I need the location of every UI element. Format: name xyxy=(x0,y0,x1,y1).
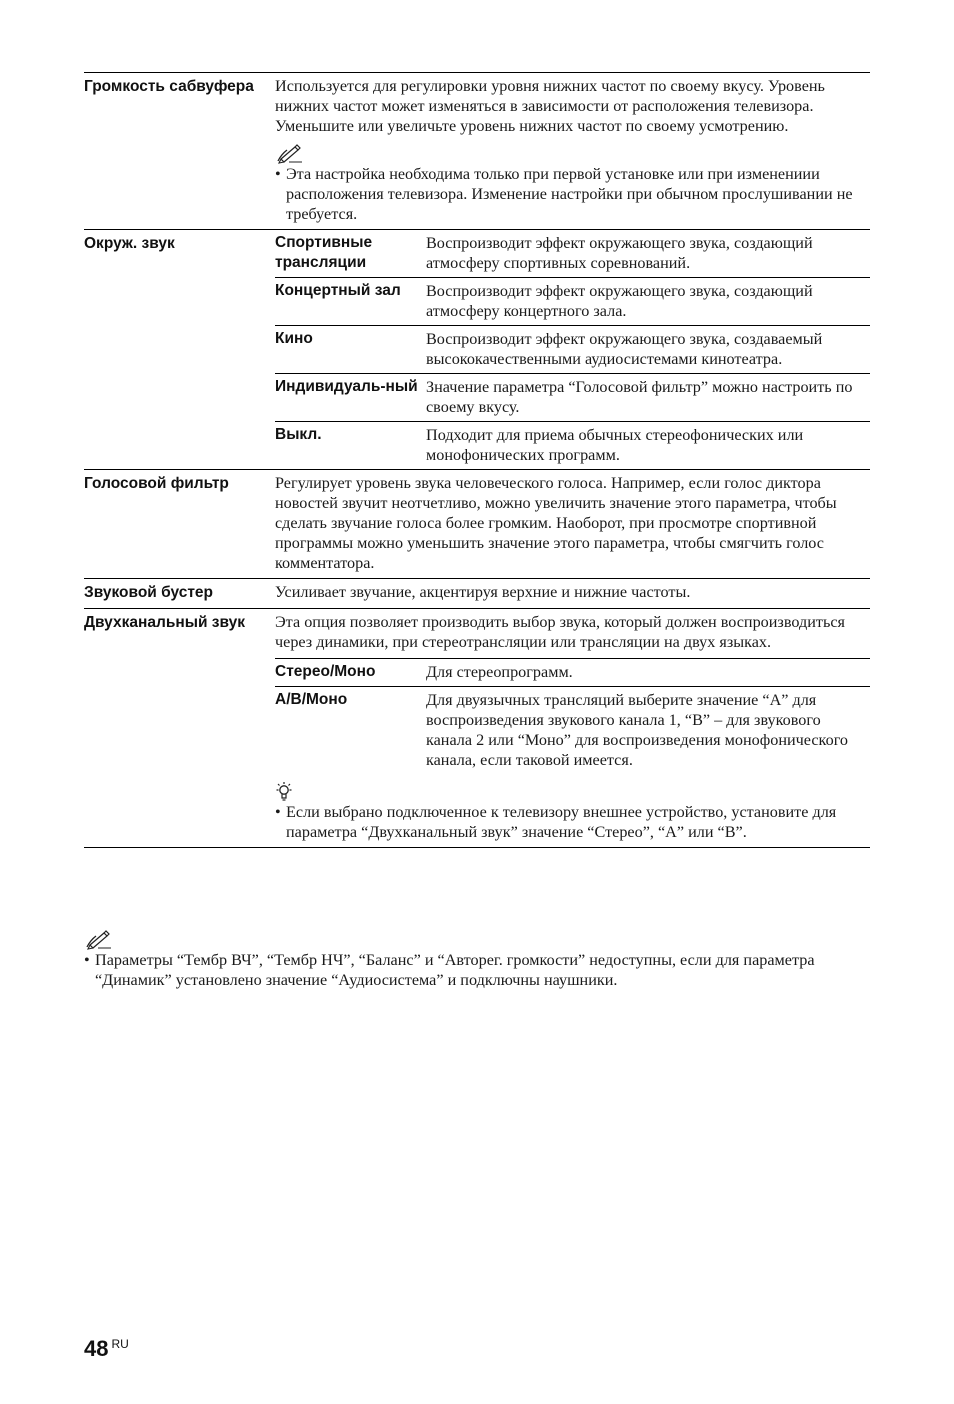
dual-sound-options-table xyxy=(275,659,870,774)
setting-label-sound-booster: Звуковой бустер xyxy=(84,579,275,609)
setting-desc-voice-filter: Регулирует уровень звука человеческого голоса. Например, если голос диктора новостей звучит неотчетливо, можно увеличить значение этого параметра, чтобы сделать звучание голоса более громким. Наоборот, при просмотре спортивной программы можно уменьшить значение этого параметра, чтобы смягчить голос комментатора. xyxy=(275,470,870,579)
page-footnote xyxy=(84,928,870,990)
table-row-subwoofer-volume xyxy=(84,73,870,230)
footnote-text: Параметры “Тембр ВЧ”, “Тембр НЧ”, “Баланс” и “Авторег. громкости” недоступны, если для параметра “Динамик” установлено значение “Аудиосистема” и подключны наушники. xyxy=(95,951,815,989)
table-row-dual-sound xyxy=(84,609,870,848)
dual-sound-option-label: Стерео/Моно xyxy=(275,659,426,687)
subwoofer-note xyxy=(275,142,870,224)
surround-option-label: Спортивные трансляции xyxy=(275,230,426,278)
pencil-note-icon xyxy=(84,928,114,950)
surround-options-table xyxy=(275,230,870,469)
dual-sound-option-label: A/B/Моно xyxy=(275,691,348,708)
surround-option-row xyxy=(275,278,870,326)
settings-table-container xyxy=(84,72,870,848)
dual-sound-option-row xyxy=(275,687,870,775)
footnote-bullet xyxy=(84,950,870,990)
bullet-mark: • xyxy=(275,803,281,821)
pencil-note-icon xyxy=(275,142,305,164)
page-number-value: 48 xyxy=(84,1336,109,1361)
surround-option-row xyxy=(275,230,870,278)
dual-sound-option-row xyxy=(275,659,870,687)
dual-sound-description: Эта опция позволяет производить выбор звука, который должен воспроизводиться через динамики, при стереотрансляции или трансляции на двух языках. xyxy=(275,613,845,651)
dual-sound-option-text: Для стереопрограмм. xyxy=(426,659,870,687)
setting-desc-subwoofer-volume xyxy=(275,73,870,230)
surround-option-text: Воспроизводит эффект окружающего звука, создающий атмосферу спортивных соревнований. xyxy=(426,230,870,278)
dual-sound-option-text: Для двуязычных трансляций выберите значение “A” для воспроизведения звукового канала 1, “B” – для звукового канала 2 или “Моно” для воспроизведения монофонического канала, если таковой имеется. xyxy=(426,691,849,769)
table-row-voice-filter xyxy=(84,470,870,579)
page-language-code: RU xyxy=(111,1337,129,1351)
surround-option-row xyxy=(275,326,870,374)
surround-option-text: Подходит для приема обычных стереофонических или монофонических программ. xyxy=(426,426,804,464)
surround-option-text: Воспроизводит эффект окружающего звука, создаваемый высококачественными аудиосистемами кинотеатра. xyxy=(426,326,870,374)
dual-sound-tip xyxy=(275,780,870,842)
surround-option-text: Воспроизводит эффект окружающего звука, создающий атмосферу концертного зала. xyxy=(426,278,870,326)
surround-option-text: Значение параметра “Голосовой фильтр” можно настроить по своему вкусу. xyxy=(426,374,870,422)
setting-label-subwoofer-volume: Громкость сабвуфера xyxy=(84,73,275,230)
surround-option-label: Кино xyxy=(275,326,426,374)
setting-desc-dual-sound xyxy=(275,609,870,848)
dual-sound-tip-text: Если выбрано подключенное к телевизору внешнее устройство, установите для параметра “Двухканальный звук” значение “Стерео”, “A” или “B”. xyxy=(286,803,837,841)
setting-desc-surround xyxy=(275,230,870,470)
setting-label-voice-filter: Голосовой фильтр xyxy=(84,470,275,579)
subwoofer-note-bullet xyxy=(275,164,870,224)
bullet-mark: • xyxy=(275,165,281,183)
surround-option-label: Выкл. xyxy=(275,426,322,443)
page-number xyxy=(84,1336,129,1362)
dual-sound-tip-bullet xyxy=(275,802,870,842)
setting-label-surround: Окруж. звук xyxy=(84,230,275,470)
subwoofer-note-text: Эта настройка необходима только при первой установке или при изменениии расположения телевизора. Изменение настройки при обычном прослушивании не требуется. xyxy=(286,165,853,223)
surround-option-row xyxy=(275,422,870,470)
surround-option-row xyxy=(275,374,870,422)
table-row-surround xyxy=(84,230,870,470)
surround-option-label: Концертный зал xyxy=(275,278,426,326)
bullet-mark: • xyxy=(84,951,90,969)
table-row-sound-booster xyxy=(84,579,870,609)
subwoofer-description: Используется для регулировки уровня нижних частот по своему вкусу. Уровень нижних частот может изменяться в зависимости от расположения телевизора. Уменьшите или увеличьте уровень нижних частот по своему усмотрению. xyxy=(275,77,825,135)
setting-desc-sound-booster: Усиливает звучание, акцентируя верхние и нижние частоты. xyxy=(275,579,870,609)
sound-settings-table xyxy=(84,72,870,848)
surround-option-label: Индивидуаль-ный xyxy=(275,374,426,422)
setting-label-dual-sound: Двухканальный звук xyxy=(84,614,246,631)
lightbulb-tip-icon xyxy=(275,780,305,802)
